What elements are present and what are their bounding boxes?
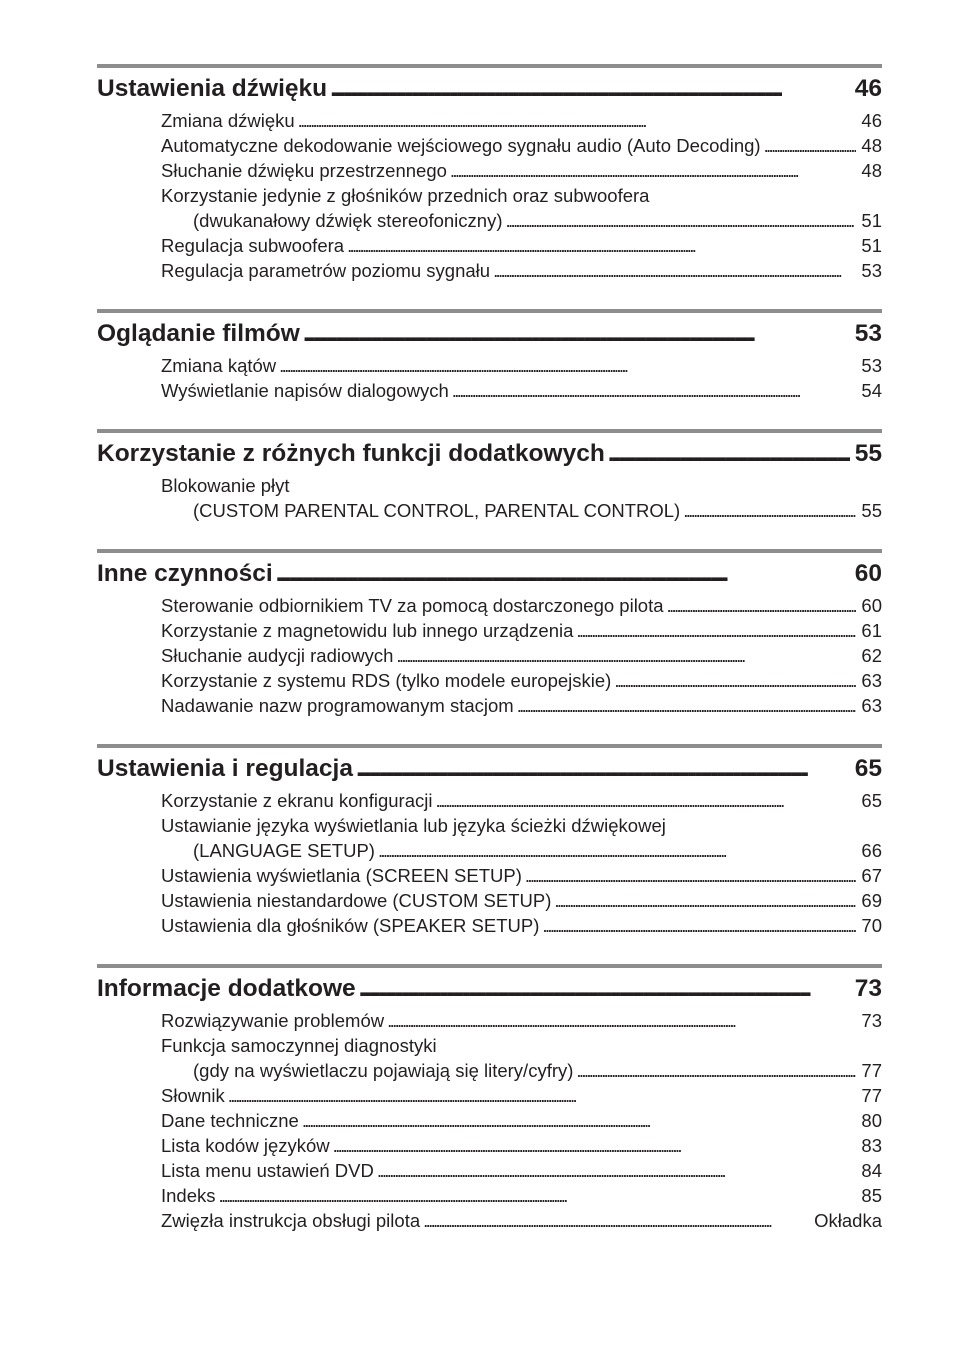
dot-leader <box>554 888 856 913</box>
entry-page-number: 77 <box>861 1085 882 1106</box>
section-divider <box>97 964 882 968</box>
toc-entry[interactable] <box>161 593 882 618</box>
section-page-number: 53 <box>854 320 882 347</box>
dot-leader <box>452 378 857 403</box>
entry-title-continuation: (CUSTOM PARENTAL CONTROL, PARENTAL CONTROL) <box>193 500 681 521</box>
section-spacer <box>97 403 882 429</box>
toc-entry[interactable] <box>161 1158 882 1183</box>
entry-page-number: 65 <box>861 790 882 811</box>
toc-entry[interactable] <box>161 1008 882 1033</box>
entry-title: Wyświetlanie napisów dialogowych <box>161 380 449 401</box>
entry-page-number: 48 <box>861 160 882 181</box>
section-entries <box>97 106 882 283</box>
dot-leader <box>359 972 850 1006</box>
dot-leader <box>576 1058 856 1083</box>
dot-leader <box>303 317 850 351</box>
toc-section <box>97 549 882 744</box>
dot-leader <box>356 752 850 786</box>
section-page-number: 65 <box>854 755 882 782</box>
dot-leader <box>667 593 857 618</box>
entry-title: Zmiana dźwięku <box>161 110 295 131</box>
entry-title: Blokowanie płyt <box>161 475 290 496</box>
entry-title: Nadawanie nazw programowanym stacjom <box>161 695 514 716</box>
dot-leader <box>450 158 857 183</box>
toc-entry[interactable] <box>161 378 882 403</box>
toc-entry[interactable] <box>161 1083 882 1108</box>
entry-page-number: 48 <box>861 135 882 156</box>
entry-title: Ustawianie języka wyświetlania lub języka ścieżki dźwiękowej <box>161 815 666 836</box>
dot-leader <box>764 133 857 158</box>
entry-title: Korzystanie z magnetowidu lub innego urządzenia <box>161 620 574 641</box>
toc-entry[interactable] <box>161 233 882 258</box>
entry-page-number: 69 <box>861 890 882 911</box>
toc-entry[interactable] <box>161 888 882 913</box>
entry-page-number: 66 <box>861 840 882 861</box>
toc-section <box>97 964 882 1233</box>
entry-page-number: 73 <box>861 1010 882 1031</box>
entry-page-number: 80 <box>861 1110 882 1131</box>
entry-title: Sterowanie odbiornikiem TV za pomocą dostarczonego pilota <box>161 595 664 616</box>
section-page-number: 55 <box>854 440 882 467</box>
entry-page-number: 85 <box>861 1185 882 1206</box>
toc-entry[interactable] <box>161 643 882 668</box>
entry-page-number: 61 <box>861 620 882 641</box>
entry-page-number: 51 <box>861 210 882 231</box>
section-entries <box>97 471 882 523</box>
entry-title: Korzystanie z ekranu konfiguracji <box>161 790 433 811</box>
section-entries <box>97 786 882 938</box>
section-title: Informacje dodatkowe <box>97 975 356 1002</box>
section-title: Inne czynności <box>97 560 273 587</box>
section-heading[interactable] <box>97 72 882 106</box>
entry-title: Lista kodów języków <box>161 1135 330 1156</box>
toc-entry[interactable] <box>161 108 882 133</box>
section-entries <box>97 591 882 718</box>
entry-title-continuation: (LANGUAGE SETUP) <box>193 840 375 861</box>
toc-entry[interactable] <box>161 1108 882 1133</box>
toc-entry[interactable] <box>161 258 882 283</box>
toc-section <box>97 429 882 549</box>
toc-entry[interactable] <box>161 1058 882 1083</box>
entry-page-number: 67 <box>861 865 882 886</box>
toc-entry[interactable] <box>161 618 882 643</box>
entry-page-number: 53 <box>861 355 882 376</box>
toc-entry[interactable] <box>161 473 882 498</box>
toc-section <box>97 309 882 429</box>
dot-leader <box>396 643 856 668</box>
section-heading[interactable] <box>97 317 882 351</box>
dot-leader <box>493 258 856 283</box>
dot-leader <box>330 72 850 106</box>
toc-entry[interactable] <box>161 133 882 158</box>
dot-leader <box>302 1108 857 1133</box>
entry-title: Korzystanie z systemu RDS (tylko modele europejskie) <box>161 670 612 691</box>
section-title: Ustawienia dźwięku <box>97 75 328 102</box>
entry-title: Ustawienia niestandardowe (CUSTOM SETUP) <box>161 890 552 911</box>
dot-leader <box>608 437 850 471</box>
entry-title: Zmiana kątów <box>161 355 277 376</box>
section-heading[interactable] <box>97 437 882 471</box>
entry-page-number: 84 <box>861 1160 882 1181</box>
dot-leader <box>333 1133 857 1158</box>
section-spacer <box>97 938 882 964</box>
toc-entry[interactable] <box>161 1033 882 1058</box>
entry-title: Zwięzła instrukcja obsługi pilota <box>161 1210 421 1231</box>
entry-page-number: 70 <box>861 915 882 936</box>
entry-title: Korzystanie jedynie z głośników przednich oraz subwoofera <box>161 185 650 206</box>
entry-title: Lista menu ustawień DVD <box>161 1160 374 1181</box>
section-spacer <box>97 283 882 309</box>
toc-entry[interactable] <box>161 838 882 863</box>
toc-entry[interactable] <box>161 693 882 718</box>
dot-leader <box>219 1183 857 1208</box>
entry-page-number: 54 <box>861 380 882 401</box>
toc-entry[interactable] <box>161 863 882 888</box>
entry-title-continuation: (gdy na wyświetlaczu pojawiają się litery/cyfry) <box>193 1060 574 1081</box>
dot-leader <box>614 668 856 693</box>
section-divider <box>97 429 882 433</box>
section-title: Korzystanie z różnych funkcji dodatkowych <box>97 440 605 467</box>
entry-title: Ustawienia wyświetlania (SCREEN SETUP) <box>161 865 522 886</box>
section-entries <box>97 351 882 403</box>
entry-title: Słuchanie dźwięku przestrzennego <box>161 160 447 181</box>
section-page-number: 60 <box>854 560 882 587</box>
toc-section <box>97 744 882 964</box>
dot-leader <box>542 913 856 938</box>
dot-leader <box>506 208 857 233</box>
section-heading[interactable] <box>97 752 882 786</box>
section-heading[interactable] <box>97 972 882 1006</box>
toc-entry[interactable] <box>161 813 882 838</box>
entry-title: Rozwiązywanie problemów <box>161 1010 385 1031</box>
section-divider <box>97 64 882 68</box>
entry-page-number: Okładka <box>814 1210 882 1231</box>
entry-title: Słuchanie audycji radiowych <box>161 645 394 666</box>
dot-leader <box>576 618 856 643</box>
toc-entry[interactable] <box>161 498 882 523</box>
entry-title: Dane techniczne <box>161 1110 299 1131</box>
dot-leader <box>517 693 857 718</box>
entry-page-number: 63 <box>861 695 882 716</box>
dot-leader <box>525 863 857 888</box>
toc-section <box>97 64 882 309</box>
section-spacer <box>97 718 882 744</box>
toc-entry[interactable] <box>161 788 882 813</box>
section-divider <box>97 309 882 313</box>
toc-entry[interactable] <box>161 158 882 183</box>
entry-title: Automatyczne dekodowanie wejściowego sygnału audio (Auto Decoding) <box>161 135 761 156</box>
toc-entry[interactable] <box>161 208 882 233</box>
toc-entry[interactable] <box>161 1208 882 1233</box>
dot-leader <box>347 233 856 258</box>
dot-leader <box>276 557 850 591</box>
entry-title: Ustawienia dla głośników (SPEAKER SETUP) <box>161 915 540 936</box>
entry-page-number: 83 <box>861 1135 882 1156</box>
entry-page-number: 63 <box>861 670 882 691</box>
section-title: Ustawienia i regulacja <box>97 755 353 782</box>
toc-entry[interactable] <box>161 1183 882 1208</box>
dot-leader <box>298 108 857 133</box>
section-spacer <box>97 523 882 549</box>
table-of-contents <box>97 64 882 1233</box>
toc-entry[interactable] <box>161 183 882 208</box>
section-divider <box>97 744 882 748</box>
dot-leader <box>378 838 856 863</box>
section-title: Oglądanie filmów <box>97 320 300 347</box>
section-page-number: 73 <box>854 975 882 1002</box>
dot-leader <box>435 788 856 813</box>
entry-title: Słownik <box>161 1085 225 1106</box>
section-page-number: 46 <box>854 75 882 102</box>
entry-title: Indeks <box>161 1185 216 1206</box>
dot-leader <box>423 1208 809 1233</box>
section-entries <box>97 1006 882 1233</box>
entry-page-number: 46 <box>861 110 882 131</box>
entry-page-number: 60 <box>861 595 882 616</box>
entry-title: Regulacja subwoofera <box>161 235 345 256</box>
section-divider <box>97 549 882 553</box>
toc-entry[interactable] <box>161 668 882 693</box>
entry-title-continuation: (dwukanałowy dźwięk stereofoniczny) <box>193 210 503 231</box>
dot-leader <box>683 498 856 523</box>
toc-entry[interactable] <box>161 913 882 938</box>
dot-leader <box>279 353 856 378</box>
dot-leader <box>387 1008 856 1033</box>
entry-page-number: 55 <box>861 500 882 521</box>
toc-entry[interactable] <box>161 353 882 378</box>
dot-leader <box>377 1158 857 1183</box>
entry-page-number: 77 <box>861 1060 882 1081</box>
entry-page-number: 62 <box>861 645 882 666</box>
dot-leader <box>228 1083 857 1108</box>
entry-title: Regulacja parametrów poziomu sygnału <box>161 260 491 281</box>
entry-title: Funkcja samoczynnej diagnostyki <box>161 1035 437 1056</box>
toc-entry[interactable] <box>161 1133 882 1158</box>
entry-page-number: 51 <box>861 235 882 256</box>
entry-page-number: 53 <box>861 260 882 281</box>
section-heading[interactable] <box>97 557 882 591</box>
